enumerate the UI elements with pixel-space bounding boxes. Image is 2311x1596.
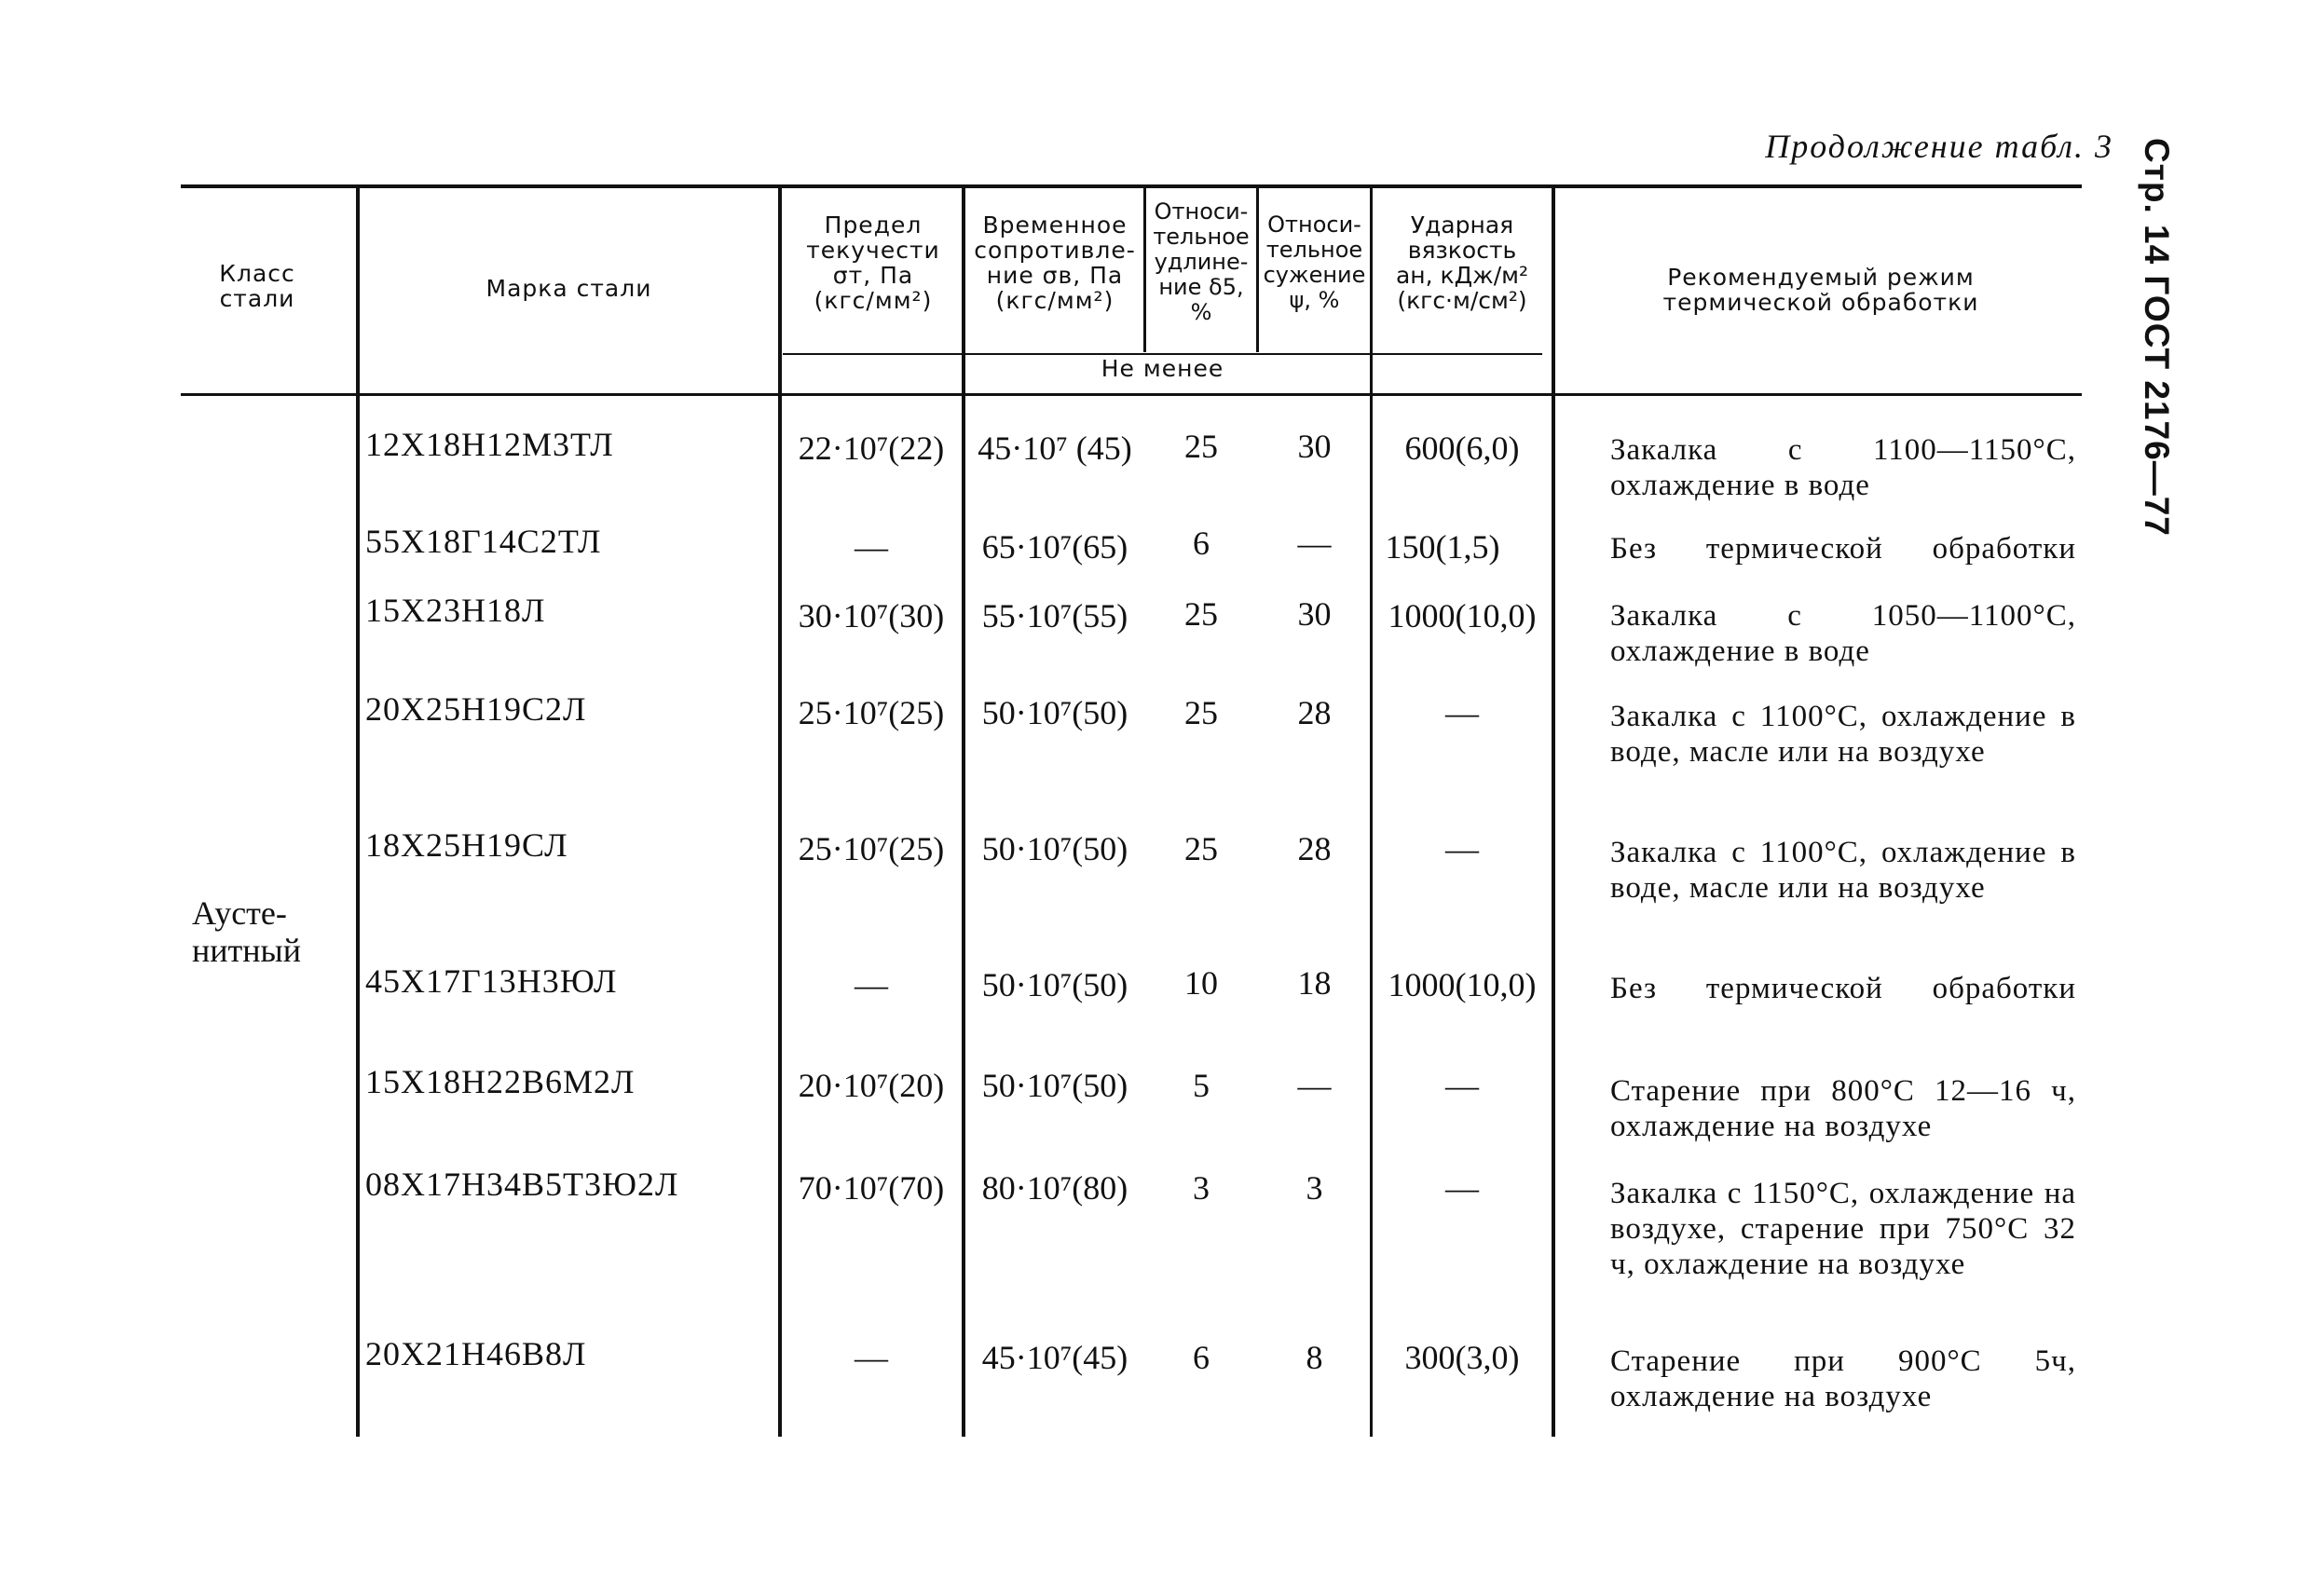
row-impact: 600(6,0) <box>1404 430 1520 467</box>
header-tensile-line: Временное <box>982 211 1128 239</box>
steel-class-text: Аусте-нитный <box>192 894 301 969</box>
header-elongation-line: удлине- <box>1154 249 1249 275</box>
header-contraction-line: Относи- <box>1267 211 1361 238</box>
row-treatment: Без термической обработки <box>1610 972 2076 1005</box>
header-impact-line: Ударная <box>1410 211 1514 239</box>
row-tensile: 55·10⁷(55) <box>981 597 1128 634</box>
row-grade: 45Х17Г13Н3ЮЛ <box>365 962 618 1000</box>
row-elongation: 25 <box>1184 830 1218 867</box>
row-treatment: Старение при 800°С 12—16 ч, охлаждение на воздухе <box>1610 1074 2076 1143</box>
row-elongation: 10 <box>1184 964 1218 1002</box>
row-treatment: Закалка с 1100—1150°С, охлаждение в воде <box>1610 433 2076 502</box>
row-yield: 22·10⁷(22) <box>798 430 945 467</box>
header-contraction <box>1259 212 1370 313</box>
header-impact <box>1373 212 1552 313</box>
row-tensile: 80·10⁷(80) <box>981 1169 1128 1207</box>
row-impact: — <box>1445 694 1479 731</box>
row-elongation: 5 <box>1193 1067 1210 1104</box>
row-elongation: 3 <box>1193 1169 1210 1207</box>
row-impact: — <box>1445 1067 1479 1104</box>
row-impact: — <box>1445 1169 1479 1207</box>
row-yield: — <box>855 528 888 566</box>
header-elongation-line: % <box>1190 299 1212 325</box>
header-contraction-line: сужение <box>1263 262 1366 288</box>
row-contraction: 8 <box>1306 1339 1323 1376</box>
row-treatment: Закалка с 1150°С, охлаждение на воздухе, старение при 750°С 32 ч, охлаждение на воздухе <box>1610 1177 2076 1281</box>
header-impact-line: вязкость <box>1407 237 1517 264</box>
row-tensile: 45·10⁷(45) <box>981 1339 1128 1376</box>
header-contraction-line: ψ, % <box>1289 287 1340 313</box>
steel-class-label <box>192 894 313 969</box>
row-contraction: — <box>1297 525 1332 562</box>
row-tensile: 50·10⁷(50) <box>981 830 1128 867</box>
row-impact: 150(1,5) <box>1385 528 1500 566</box>
row-grade: 12Х18Н12М3ТЛ <box>365 426 614 463</box>
header-yield-line: текучести <box>806 237 940 264</box>
header-elongation-line: ние δ5, <box>1158 274 1244 300</box>
row-grade: 15Х18Н22В6М2Л <box>365 1063 636 1100</box>
row-impact: 1000(10,0) <box>1388 966 1537 1003</box>
row-contraction: 30 <box>1297 595 1332 633</box>
row-contraction: — <box>1297 1067 1332 1104</box>
row-grade: 55Х18Г14С2ТЛ <box>365 523 602 560</box>
row-tensile: 50·10⁷(50) <box>981 1067 1128 1104</box>
row-yield: — <box>855 966 888 1003</box>
header-elongation-line: Относи- <box>1154 198 1249 225</box>
header-treatment-line: Рекомендуемый режим <box>1667 264 1975 291</box>
row-yield: 20·10⁷(20) <box>798 1067 945 1104</box>
header-grade <box>360 276 778 301</box>
header-treatment-line: термической обработки <box>1662 289 1979 316</box>
table-header-rule <box>181 393 2082 396</box>
row-yield: 70·10⁷(70) <box>798 1169 945 1207</box>
header-yield <box>785 212 962 313</box>
row-elongation: 6 <box>1193 1339 1210 1376</box>
col-divider-2 <box>778 188 782 1437</box>
continuation-caption: Продолжение табл. 3 <box>1765 128 2113 165</box>
row-yield: 30·10⁷(30) <box>798 597 945 634</box>
row-contraction: 28 <box>1297 694 1332 731</box>
row-grade: 15Х23Н18Л <box>365 592 546 629</box>
row-elongation: 25 <box>1184 595 1218 633</box>
row-contraction: 28 <box>1297 830 1332 867</box>
row-yield: — <box>855 1339 888 1376</box>
row-treatment: Закалка с 1050—1100°С, охлаждение в воде <box>1610 599 2076 668</box>
row-grade: 20Х21Н46В8Л <box>365 1335 587 1372</box>
row-impact: 1000(10,0) <box>1388 597 1537 634</box>
header-tensile-line: ние σв, Па <box>986 262 1124 289</box>
header-yield-line: (кгс/мм²) <box>814 287 933 314</box>
row-treatment: Без термической обработки <box>1610 532 2076 566</box>
header-tensile-line: сопротивле- <box>974 237 1136 264</box>
header-treatment <box>1555 265 2086 315</box>
row-impact: 300(3,0) <box>1404 1339 1520 1376</box>
row-tensile: 45·10⁷ (45) <box>978 430 1132 467</box>
col-divider-7 <box>1552 188 1555 1437</box>
row-tensile: 65·10⁷(65) <box>981 528 1128 566</box>
header-elongation-line: тельное <box>1153 224 1250 250</box>
page-side-label: Стр. 14 ГОСТ 2176—77 <box>2138 138 2176 537</box>
header-impact-line: (кгс·м/см²) <box>1397 287 1527 314</box>
header-yield-line: Предел <box>824 211 923 239</box>
row-treatment: Закалка с 1100°С, охлаждение в воде, масле или на воздухе <box>1610 700 2076 769</box>
row-tensile: 50·10⁷(50) <box>981 966 1128 1003</box>
table-top-rule <box>181 184 2082 188</box>
header-grade-label: Марка стали <box>485 275 652 302</box>
row-contraction: 30 <box>1297 428 1332 465</box>
row-impact: — <box>1445 830 1479 867</box>
header-impact-line: ан, кДж/м² <box>1395 262 1529 289</box>
row-treatment: Старение при 900°С 5ч, охлаждение на воздухе <box>1610 1344 2076 1413</box>
row-yield: 25·10⁷(25) <box>798 694 945 731</box>
row-contraction: 18 <box>1297 964 1332 1002</box>
header-not-less-label: Не менее <box>1101 355 1224 382</box>
row-elongation: 6 <box>1193 525 1210 562</box>
row-elongation: 25 <box>1184 428 1218 465</box>
row-elongation: 25 <box>1184 694 1218 731</box>
row-tensile: 50·10⁷(50) <box>981 694 1128 731</box>
header-not-less <box>783 356 1542 381</box>
row-yield: 25·10⁷(25) <box>798 830 945 867</box>
header-tensile <box>965 212 1144 313</box>
header-contraction-line: тельное <box>1265 237 1363 263</box>
header-class-label: Класс стали <box>219 260 295 312</box>
header-class <box>192 261 322 311</box>
header-tensile-line: (кгс/мм²) <box>995 287 1114 314</box>
col-divider-1 <box>356 188 360 1437</box>
header-elongation <box>1146 199 1256 325</box>
row-grade: 18Х25Н19СЛ <box>365 826 568 864</box>
row-contraction: 3 <box>1306 1169 1323 1207</box>
row-grade: 20Х25Н19С2Л <box>365 690 587 728</box>
row-grade: 08Х17Н34В5Т3Ю2Л <box>365 1166 679 1203</box>
header-yield-line: σт, Па <box>832 262 914 289</box>
row-treatment: Закалка с 1100°С, охлаждение в воде, масле или на воздухе <box>1610 836 2076 905</box>
